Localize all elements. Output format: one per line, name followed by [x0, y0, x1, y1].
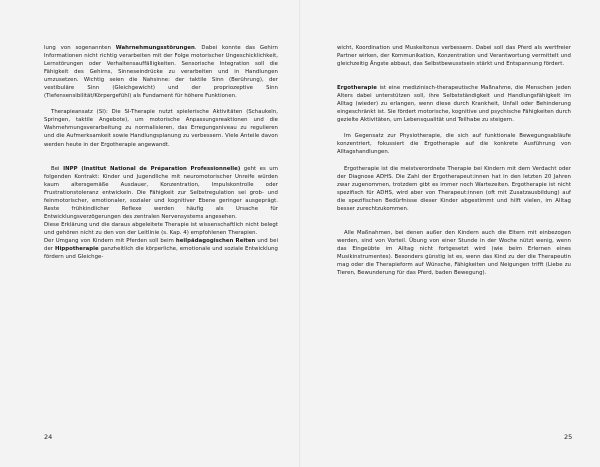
bold-term: Wahrnehmungsstörungen: [115, 45, 195, 51]
text-run: ist eine medizinisch-therapeutische Maßnahme, die Menschen jeden Alters dabei unterstützen soll, ihre Selbstständigkeit und Handlungsfähigkeit im Alltag (wieder) zu erlangen, wenn diese durch Krankheit, Unfall oder Behinderung eingeschränkt ist. Sie fördert motorische, kognitive und psychische Fähigkeiten durch gezielte Aktivitäten, um Lebensqualität und Teilhabe zu steigern.: [337, 85, 571, 124]
left-page: [44, 44, 278, 261]
page-number-right: 25: [564, 433, 573, 441]
paragraph: [337, 44, 571, 68]
paragraph: [44, 108, 278, 148]
paragraph: [44, 44, 278, 100]
paragraph: [337, 132, 571, 156]
text-run: . Dabei konnte das Gehirn Informationen nicht richtig verarbeiten mit der Folge motorischer Ungeschicklichkeit, Lernstörungen oder Verhaltensauffälligkeiten. Sensorische Integration soll die Fähigkeit des Gehirns, Sinneseindrücke zu verarbeiten und in Handlungen umzusetzen. Wichtig seien die Nahsinne: der taktile Sinn (Berührung), der vestibuläre Sinn (Gleichgewicht) und der propriozeptive Sinn (Tiefensensibilität/Körpergefühl) als Fundament für höhere Funktionen.: [44, 45, 278, 100]
text-run: Im Gegensatz zur Physiotherapie, die sich auf funktionale Bewegungsabläufe konzentriert, fokussiert die Ergotherapie auf die konkrete Ausführung von Alltagshandlungen.: [337, 133, 571, 156]
text-run: Therapieansatz (SI): Die SI-Therapie nutzt spielerische Aktivitäten (Schaukeln, Springen, taktile Angebote), um motorische Anpassungsreaktionen und die Wahrnehmungsverarbeitung zu normalisieren, das Erregungsniveau zu regulieren und die Aufmerksamkeit sowie Handlungsplanung zu verbessern. Viele Anteile davon werden heute in der Ergotherapie angewandt.: [44, 109, 278, 148]
right-page: [337, 44, 571, 277]
bold-term: Ergotherapie: [337, 85, 377, 92]
text-run: Bei: [51, 165, 64, 172]
paragraph: [337, 165, 571, 213]
text-run: und bei der: [44, 237, 278, 253]
bold-term: Hippotherapie: [54, 246, 99, 253]
bold-term: heilpädagogischen Reiten: [175, 237, 256, 244]
paragraph: [337, 84, 571, 124]
paragraph: [44, 165, 278, 221]
paragraph: [337, 229, 571, 277]
text-run: Alle Maßnahmen, bei denen außer den Kindern auch die Eltern mit einbezogen werden, sind von Vorteil. Übung von einer Stunde in der Woche nützt wenig, wenn das Eingeübte im Alltag nicht fortgesetzt wird (wie beim Erlernen eines Musikinstrumentes). Besonders günstig ist es, wenn das Kind zu der die Therapeutin mag oder die Therapieform auf Wünsche, Fähigkeiten und Neigungen trifft (Liebe zu Tieren, Bewunderung für das Pferd, baden Bewegung).: [337, 229, 571, 277]
text-run: lung von sogenannten: [44, 45, 116, 51]
bold-term: INPP (Institut National de Préparation Professionnelle): [63, 165, 241, 172]
paragraph: [44, 237, 278, 261]
gutter: [299, 0, 301, 467]
text-run: ganzheitlich die körperliche, emotionale und soziale Entwicklung fördern und Gleichge-: [44, 246, 278, 261]
page-number-left: 24: [44, 433, 53, 441]
paragraph: [44, 221, 278, 237]
text-run: geht es um folgenden Kontrakt: Kinder und Jugendliche mit neuromotorischer Unreife würden kaum altersgemäße Ausdauer, Konzentration, Impulskontrolle oder Frustrationstoleranz entwickeln. Die Fähigkeit zur Selbstregulation sei grob- und feinmotorischer, emotionaler, sozialer und kognitiver Ebene geringer ausgeprägt. Reste frühkindlicher Reflexe werden häufig als Ursache für Entwicklungsverzögerungen des zentralen Nervensystems angesehen.: [44, 165, 278, 220]
text-run: Ergotherapie ist die meistverordnete Therapie bei Kindern mit dem Verdacht oder der Diagnose ADHS. Die Zahl der Ergotherapeut:innen hat in den letzten 20 Jahren zwar zugenommen, trotzdem gibt es immer noch Wartezeiten. Ergotherapie ist nicht spezifisch für ADHS, wird aber von Therapeut:innen (oft mit Zusatzausbildung) auf die spezifischen Bedürfnisse dieser Kinder abgestimmt und hilft vielen, im Alltag besser zurechtzukommen.: [337, 165, 571, 212]
text-run: wicht, Koordination und Muskeltonus verbessern. Dabei soll das Pferd als wertfreier Partner wirken, der Kommunikation, Konzentration und Verantwortung vermittelt und gleichzeitig Ängste abbaut, das Selbstbewusstsein stärkt und Entspannung fördert.: [337, 45, 571, 68]
text-run: Diese Erklärung und die daraus abgeleitete Therapie ist wissenschaftlich nicht belegt und gehören nicht zu den von der Leitlinie (s. Kap. 4) empfohlenen Therapien.: [44, 221, 278, 236]
text-run: Der Umgang von Kindern mit Pferden soll beim: [44, 237, 176, 244]
